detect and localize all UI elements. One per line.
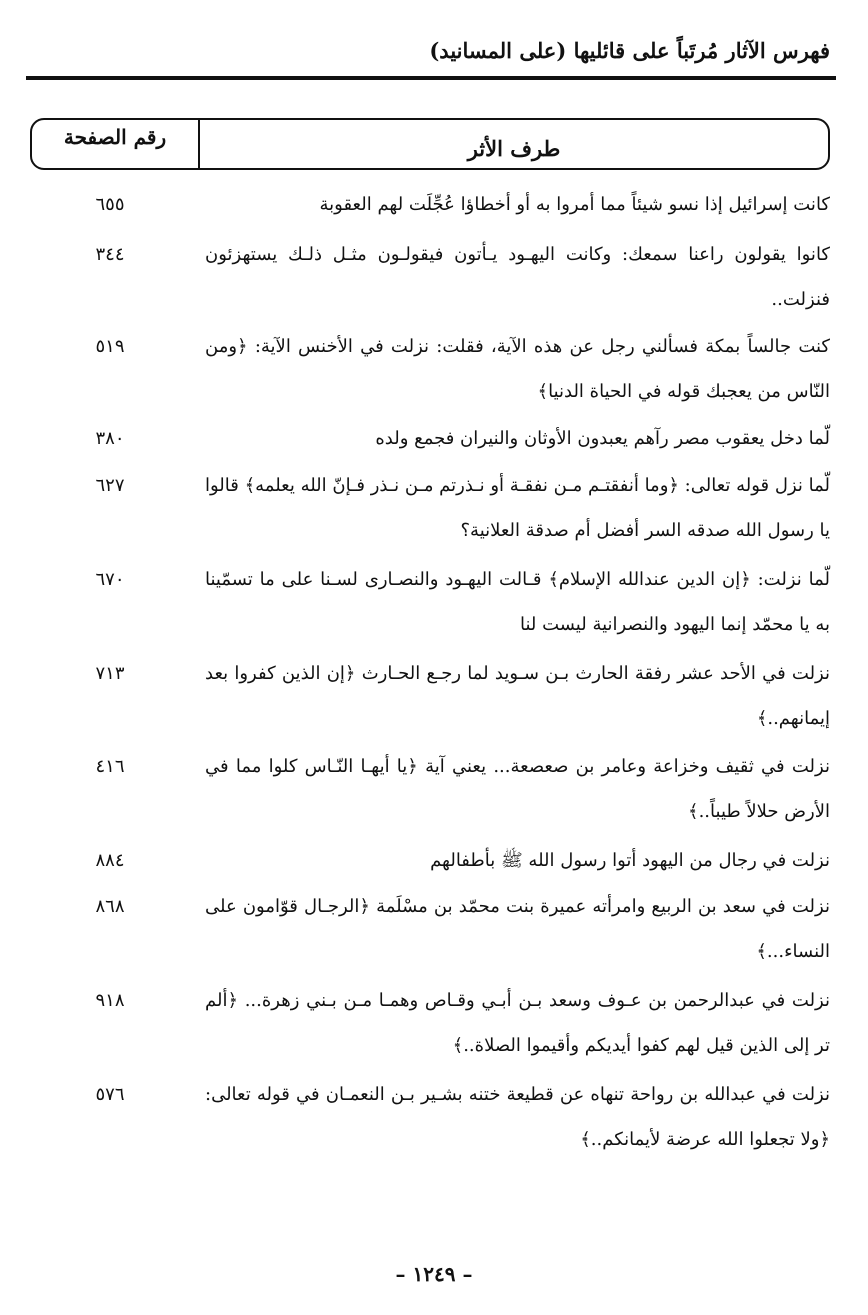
table-header [30,118,830,170]
entry-page-number: ٦٧٠ [95,569,125,590]
entry-text: لّما نزل قوله تعالى: ﴿وما أنفقتـم مـن نفقـة أو نـذرتم مـن نـذر فـإنّ الله يعلمه﴾ قالوا يا رسول الله صدقه السر أفضل أم صدقة العلانية؟ [205,475,830,541]
entry-page-number: ٩١٨ [95,990,125,1011]
entry-text: كانت إسرائيل إذا نسو شيئاً مما أمروا به أو أخطاؤا عُجِّلَت لهم العقوبة [319,194,830,215]
entry-page-number: ٣٤٤ [95,244,125,265]
entry-page-number: ٥١٩ [95,336,125,357]
running-header: فهرس الآثار مُرتَباً على قائليها (على المسانيد) [429,38,830,63]
entry-text: لّما دخل يعقوب مصر رآهم يعبدون الأوثان والنيران فجمع ولده [375,428,830,449]
entry-text: لّما نزلت: ﴿إن الدين عندالله الإسلام﴾ قـالت اليهـود والنصـارى لسـنا على ما تسمّينا به يا محمّد إنما اليهود والنصرانية ليست لنا [205,569,830,635]
entry-page-number: ٤١٦ [95,756,125,777]
entry-page-number: ٨٨٤ [95,850,125,871]
entry-page-number: ٥٧٦ [95,1084,125,1105]
entry-text: نزلت في رجال من اليهود أتوا رسول الله ﷺ بأطفالهم [430,850,830,871]
entry-text: كانوا يقولون راعنا سمعك: وكانت اليهـود يـأتون فيقولـون مثـل ذلـك يستهزئون فنزلت.. [205,244,831,310]
entry-page-number: ٣٨٠ [95,428,125,449]
entry-page-number: ٧١٣ [95,663,125,684]
entry-page-number: ٦٢٧ [95,475,125,496]
column-header-text: طرف الأثر [467,135,561,161]
entry-text: كنت جالساً بمكة فسألني رجل عن هذه الآية، فقلت: نزلت في الأخنس الآية: ﴿ومن النّاس من يعجبك قوله في الحياة الدنيا﴾ [205,336,830,402]
entry-text: نزلت في عبدالرحمن بن عـوف وسعد بـن أبـي وقـاص وهمـا مـن بـني زهرة... ﴿ألم تر إلى الذين قيل لهم كفوا أيديكم وأقيموا الصلاة..﴾ [205,990,830,1056]
header-rule [26,76,836,80]
entry-text: نزلت في الأحد عشر رفقة الحارث بـن سـويد لما رجـع الحـارث ﴿إن الذين كفروا بعد إيمانهم..﴾ [205,663,830,729]
entry-text: نزلت في سعد بن الربيع وامرأته عميرة بنت محمّد بن مسْلَمة ﴿الرجـال قوّامون على النساء...﴾ [205,896,830,962]
column-header-page-number: رقم الصفحة [32,120,200,168]
entry-page-number: ٦٥٥ [95,194,125,215]
page-number: – ١٢٤٩ – [395,1262,473,1286]
entry-text: نزلت في عبدالله بن رواحة تنهاه عن قطيعة ختنه بشـير بـن النعمـان في قوله تعالى: ﴿ولا تجعلوا الله عرضة لأيمانكم..﴾ [205,1084,830,1150]
entry-page-number: ٨٦٨ [95,896,125,917]
entry-text: نزلت في ثقيف وخزاعة وعامر بن صعصعة... يعني آية ﴿يا أيهـا النّـاس كلوا مما في الأرض حلالاً طيباً..﴾ [205,756,830,822]
